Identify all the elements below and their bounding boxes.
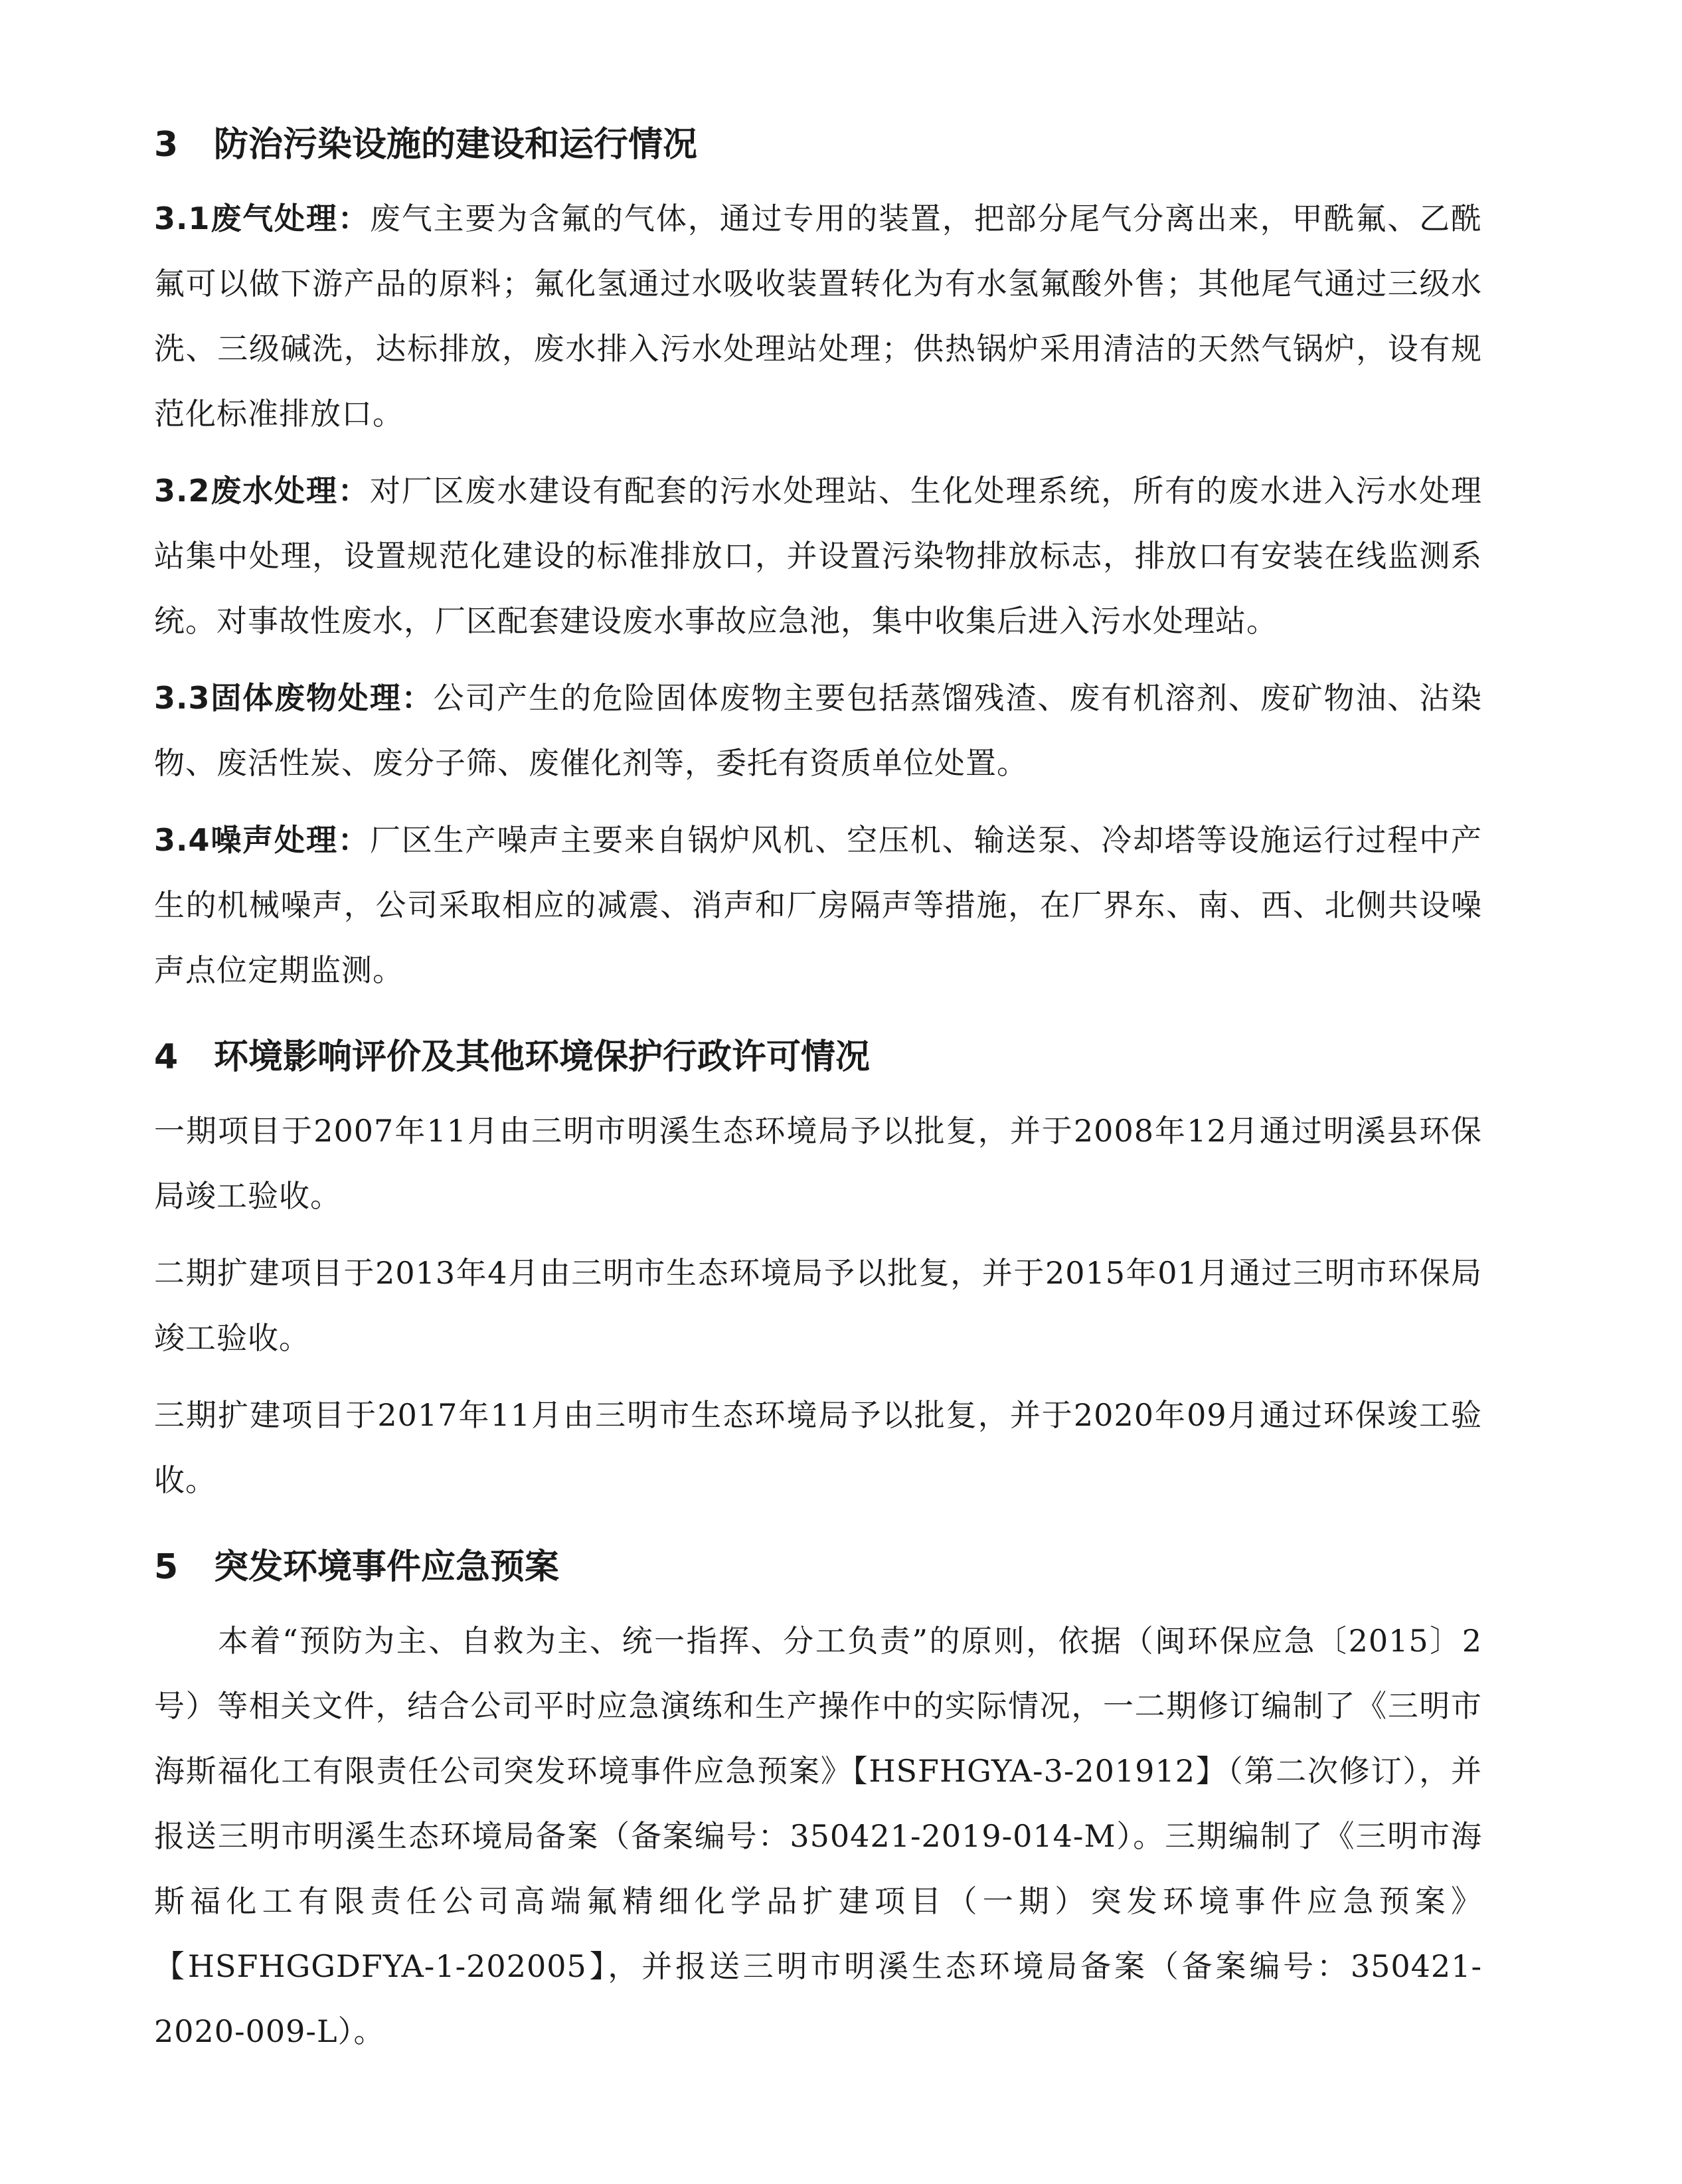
permit-phase-3: 三期扩建项目于2017年11月由三明市生态环境局予以批复，并于2020年09月通过环保竣工验收。 bbox=[154, 1397, 1482, 1498]
document-body bbox=[154, 113, 1482, 2064]
section-title: 突发环境事件应急预案 bbox=[214, 1547, 560, 1587]
section-3-heading bbox=[154, 113, 1482, 177]
item-exhaust-gas bbox=[154, 186, 1482, 446]
section-number: 4 bbox=[154, 1037, 179, 1077]
item-lead: 3.2废水处理： bbox=[154, 473, 370, 509]
item-noise bbox=[154, 807, 1482, 1003]
section-4-heading bbox=[154, 1025, 1482, 1089]
item-lead: 3.4噪声处理： bbox=[154, 822, 370, 858]
permit-phase-2: 二期扩建项目于2013年4月由三明市生态环境局予以批复，并于2015年01月通过三明市环保局竣工验收。 bbox=[154, 1255, 1482, 1356]
emergency-plan-paragraph: 本着“预防为主、自救为主、统一指挥、分工负责”的原则，依据（闽环保应急〔2015〕2号）等相关文件，结合公司平时应急演练和生产操作中的实际情况，一二期修订编制了《三明市海斯福化工有限责任公司突发环境事件应急预案》【HSFHGYA-3-201912】（第二次修订），并报送三明市明溪生态环境局备案（备案编号：350421-2019-014-M）。三期编制了《三明市海斯福化工有限责任公司高端氟精细化学品扩建项目（一期）突发环境事件应急预案》【HSFHGGDFYA-1-202005】，并报送三明市明溪生态环境局备案（备案编号：350421-2020-009-L）。 bbox=[154, 1623, 1482, 2049]
item-solid-waste bbox=[154, 665, 1482, 796]
permit-phase-1: 一期项目于2007年11月由三明市明溪生态环境局予以批复，并于2008年12月通过明溪县环保局竣工验收。 bbox=[154, 1113, 1482, 1214]
section-5-heading bbox=[154, 1535, 1482, 1599]
item-text: 公司产生的危险固体废物主要包括蒸馏残渣、废有机溶剂、废矿物油、沾染物、废活性炭、废分子筛、废催化剂等，委托有资质单位处置。 bbox=[154, 680, 1482, 781]
item-text: 废气主要为含氟的气体，通过专用的装置，把部分尾气分离出来，甲酰氟、乙酰氟可以做下游产品的原料；氟化氢通过水吸收装置转化为有水氢氟酸外售；其他尾气通过三级水洗、三级碱洗，达标排放，废水排入污水处理站处理；供热锅炉采用清洁的天然气锅炉，设有规范化标准排放口。 bbox=[154, 201, 1483, 432]
section-number: 3 bbox=[154, 125, 179, 165]
item-waste-water bbox=[154, 458, 1482, 653]
section-title: 环境影响评价及其他环境保护行政许可情况 bbox=[214, 1037, 871, 1077]
item-text: 厂区生产噪声主要来自锅炉风机、空压机、输送泵、冷却塔等设施运行过程中产生的机械噪声，公司采取相应的减震、消声和厂房隔声等措施，在厂界东、南、西、北侧共设噪声点位定期监测。 bbox=[154, 822, 1483, 988]
item-text: 对厂区废水建设有配套的污水处理站、生化处理系统，所有的废水进入污水处理站集中处理，设置规范化建设的标准排放口，并设置污染物排放标志，排放口有安装在线监测系统。对事故性废水，厂区配套建设废水事故应急池，集中收集后进入污水处理站。 bbox=[154, 473, 1483, 639]
item-lead: 3.1废气处理： bbox=[154, 201, 370, 236]
item-lead: 3.3固体废物处理： bbox=[154, 680, 434, 716]
section-number: 5 bbox=[154, 1547, 179, 1587]
section-title: 防治污染设施的建设和运行情况 bbox=[214, 125, 698, 165]
